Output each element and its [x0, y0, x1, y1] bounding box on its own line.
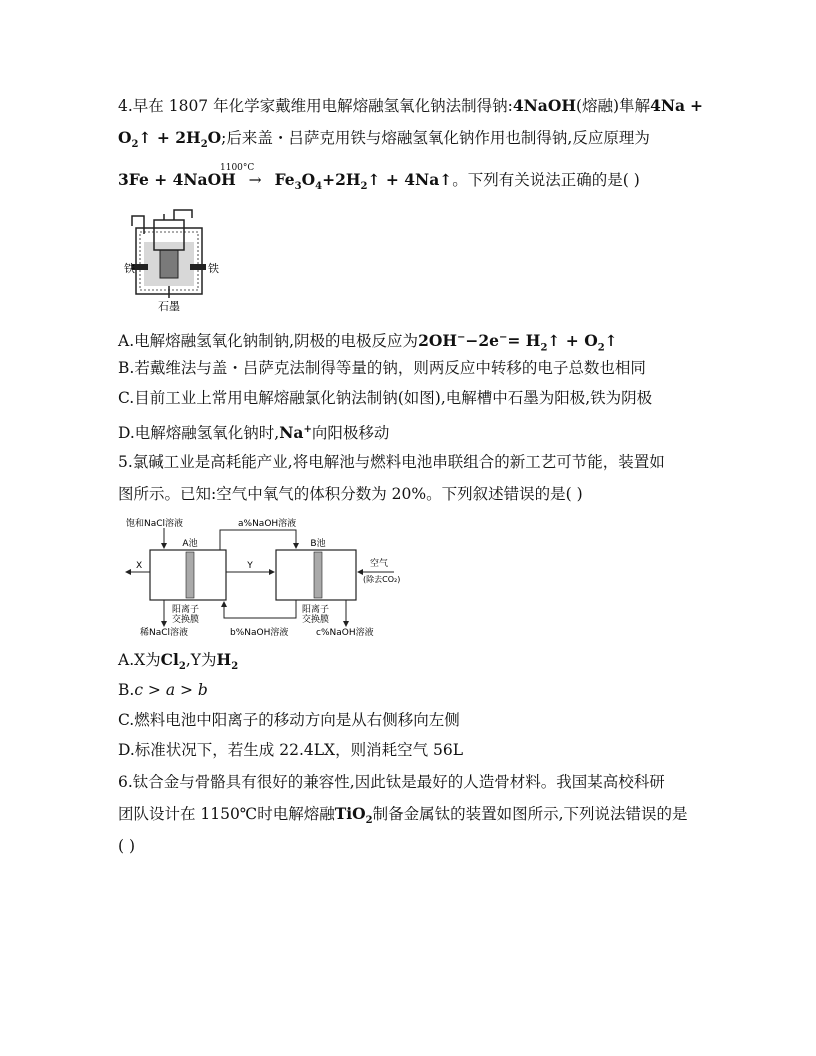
q5-option-text: X为	[134, 651, 161, 669]
label-pool-b: B池	[310, 539, 326, 549]
q4-formula: ↑	[604, 331, 618, 351]
q4-text: ;后来盖・吕萨克用铁与熔融氢氧化钠作用也制得钠,反应原理为	[221, 129, 650, 147]
label-membrane-a-2: 交换膜	[172, 615, 200, 625]
label-c-naoh: c%NaOH溶液	[316, 628, 374, 638]
q6-stem-line-3: ( )	[118, 837, 136, 855]
q4-subscript: 3	[294, 181, 302, 193]
q4-formula: ↑ + O	[547, 331, 598, 351]
q4-subscript: 2	[200, 139, 208, 151]
q5-math: c > a > b	[134, 681, 208, 699]
label-remove-co2: (除去CO₂)	[363, 575, 401, 584]
q4-formula: Na	[279, 423, 304, 443]
outlet-tube	[174, 210, 192, 220]
q4-option-a	[118, 328, 618, 358]
q5-formula: H	[216, 650, 232, 669]
label-air: 空气	[370, 559, 389, 569]
q4-formula: +	[690, 96, 704, 115]
label-b-naoh: b%NaOH溶液	[230, 628, 289, 638]
label-dilute-nacl: 稀NaCl溶液	[140, 628, 189, 638]
q4-text: 4.早在 1807 年化学家戴维用电解熔融氢氧化钠法制得钠:	[118, 97, 513, 115]
q5-option-text: A.	[118, 651, 135, 669]
q5-option-a	[118, 650, 238, 677]
label-membrane-b-2: 交换膜	[302, 615, 330, 625]
q5-option-text: B.	[118, 681, 135, 699]
label-sat-nacl: 饱和NaCl溶液	[126, 519, 184, 529]
label-y: Y	[247, 561, 253, 571]
q5-subscript: 2	[231, 661, 239, 673]
q6-stem-line-1: 6.钛合金与骨骼具有很好的兼容性,因此钛是最好的人造骨材料。我国某高校科研	[118, 773, 665, 791]
q6-text: 团队设计在 1150℃时电解熔融	[118, 805, 335, 823]
q4-option-text: A.电解熔融氢氧化钠制钠,阴极的电极反应为	[118, 332, 419, 351]
q5-option-c: C.燃料电池中阳离子的移动方向是从右侧移向左侧	[118, 711, 460, 729]
label-membrane-b-1: 阳离子	[302, 605, 330, 615]
q4-formula: 2OH	[418, 331, 457, 351]
q5-stem-line-1: 5.氯碱工业是高耗能产业,将电解池与燃料电池串联组合的新工艺可节能，装置如	[118, 453, 665, 471]
q4-formula: O	[207, 128, 222, 147]
electrolysis-cell-figure	[122, 206, 219, 316]
q4-superscript: +	[303, 424, 312, 435]
reaction-arrow: →	[248, 171, 262, 189]
q5-subscript: 2	[178, 661, 186, 673]
q4-option-text: D.电解熔融氢氧化钠时,	[118, 424, 280, 443]
q4-stem-line-2	[118, 128, 650, 155]
q4-subscript: 2	[131, 139, 139, 151]
q4-subscript: 2	[360, 181, 368, 193]
q5-option-b	[118, 680, 208, 700]
naoh-b-return	[224, 600, 296, 618]
q6-formula: TiO	[334, 804, 366, 823]
iron-electrode-right	[190, 264, 206, 270]
q6-subscript: 2	[365, 815, 373, 827]
q4-subscript: 4	[315, 181, 323, 193]
q6-stem-line-2	[118, 804, 688, 831]
q5-option-d: D.标准状况下，若生成 22.4LX，则消耗空气 56L	[118, 741, 464, 759]
q4-text: 隼解	[619, 97, 651, 115]
q6-text: 制备金属钛的装置如图所示,下列说法错误的是	[372, 805, 688, 823]
membrane-b	[314, 552, 322, 598]
q4-option-c: C.目前工业上常用电解熔融氯化钠法制钠(如图),电解槽中石墨为阳极,铁为阴极	[118, 389, 653, 407]
label-x: X	[136, 561, 143, 571]
q4-text: 。下列有关说法正确的是( )	[452, 171, 640, 189]
q4-option-text: 向阳极移动	[311, 424, 390, 443]
q4-formula: +2H	[322, 170, 361, 189]
label-membrane-a-1: 阳离子	[172, 605, 200, 615]
q4-formula: −2e	[465, 331, 500, 351]
label-iron-right: 铁	[208, 262, 219, 275]
reaction-condition: 1100°C	[220, 163, 255, 173]
q4-superscript: −	[457, 332, 466, 343]
label-graphite: 石墨	[158, 300, 180, 313]
graphite-electrode	[160, 250, 178, 278]
q4-subscript: 2	[597, 342, 605, 354]
q4-formula: ↑ + 2H	[138, 128, 201, 147]
q4-superscript: −	[499, 332, 508, 343]
q4-formula: O	[118, 128, 132, 147]
chlor-alkali-figure	[120, 514, 420, 638]
q4-subscript: 2	[540, 342, 548, 354]
membrane-a	[186, 552, 194, 598]
q4-option-b: B.若戴维法与盖・吕萨克法制得等量的钠，则两反应中转移的电子总数也相同	[118, 359, 646, 377]
q5-option-text: ,Y为	[185, 651, 217, 669]
q4-option-d	[118, 420, 389, 443]
q4-formula: Fe	[274, 170, 295, 189]
label-iron-left: 铁	[124, 262, 135, 275]
q4-formula: 4Na	[650, 96, 686, 115]
naoh-a-flow	[220, 530, 296, 550]
q5-stem-line-2: 图所示。已知:空气中氧气的体积分数为 20%。下列叙述错误的是( )	[118, 485, 583, 503]
q4-stem-line-3	[118, 170, 640, 197]
q4-formula: 4NaOH	[512, 96, 576, 115]
q4-formula: ↑ + 4Na↑	[367, 170, 453, 189]
q4-formula: = H	[507, 331, 541, 351]
label-a-naoh: a%NaOH溶液	[238, 519, 297, 529]
q4-text: (熔融)	[575, 97, 620, 115]
q4-stem-line-1	[118, 96, 703, 116]
q5-formula: Cl	[160, 650, 179, 669]
q4-formula: 3Fe + 4NaOH	[118, 170, 236, 189]
label-pool-a: A池	[182, 539, 198, 549]
q4-formula: O	[301, 170, 316, 189]
